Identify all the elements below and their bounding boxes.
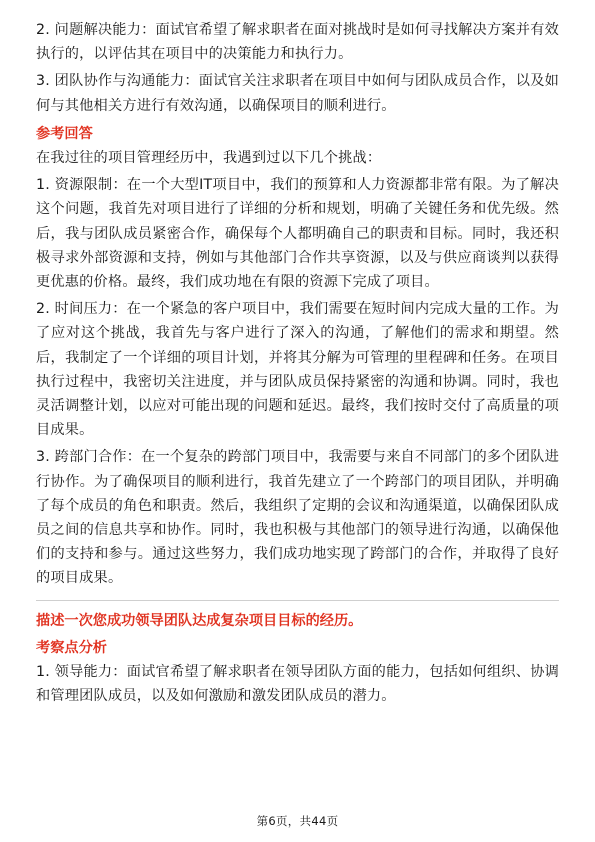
reference-answer-heading: 参考回答 [36,125,93,142]
answer-paragraph-3: 3. 跨部门合作：在一个复杂的跨部门项目中，我需要与来自不同部门的多个团队进行协作。为了确保项目的顺利进行，我首先建立了一个跨部门的项目团队，并明确了每个成员的角色和职责。然后，我组织了定期的会议和沟通渠道，以确保团队成员之间的信息共享和协作。同时，我也积极与其他部门的领导进行沟通，以确保他们的支持和参与。通过这些努力，我们成功地实现了跨部门的合作，并取得了良好的项目成果。 [36,449,559,587]
section-divider [36,600,559,601]
document-page [36,18,559,708]
analysis-heading: 考察点分析 [36,639,107,656]
reference-answer-intro: 在我过往的项目管理经历中，我遇到过以下几个挑战： [36,150,382,167]
analysis-item-2: 2. 问题解决能力：面试官希望了解求职者在面对挑战时是如何寻找解决方案并有效执行的，以评估其在项目中的决策能力和执行力。 [36,22,559,63]
analysis-item-3: 3. 团队协作与沟通能力：面试官关注求职者在项目中如何与团队成员合作，以及如何与其他相关方进行有效沟通，以确保项目的顺利进行。 [36,73,559,114]
question-title: 描述一次您成功领导团队达成复杂项目目标的经历。 [36,612,363,629]
answer-paragraph-2: 2. 时间压力：在一个紧急的客户项目中，我们需要在短时间内完成大量的工作。为了应对这个挑战，我首先与客户进行了深入的沟通，了解他们的需求和期望。然后，我制定了一个详细的项目计划，并将其分解为可管理的里程碑和任务。在项目执行过程中，我密切关注进度，并与团队成员保持紧密的沟通和协调。同时，我也灵活调整计划，以应对可能出现的问题和延迟。最终，我们按时交付了高质量的项目成果。 [36,301,559,439]
page-number: 第6页，共44页 [256,814,339,828]
answer-paragraph-1: 1. 资源限制：在一个大型IT项目中，我们的预算和人力资源都非常有限。为了解决这个问题，我首先对项目进行了详细的分析和规划，明确了关键任务和优先级。然后，我与团队成员紧密合作，确保每个人都明确自己的职责和目标。同时，我还积极寻求外部资源和支持，例如与其他部门合作共享资源，以及与供应商谈判以获得更优惠的价格。最终，我们成功地在有限的资源下完成了项目。 [36,177,559,291]
analysis-item-1: 1. 领导能力：面试官希望了解求职者在领导团队方面的能力，包括如何组织、协调和管理团队成员，以及如何激励和激发团队成员的潜力。 [36,664,559,705]
